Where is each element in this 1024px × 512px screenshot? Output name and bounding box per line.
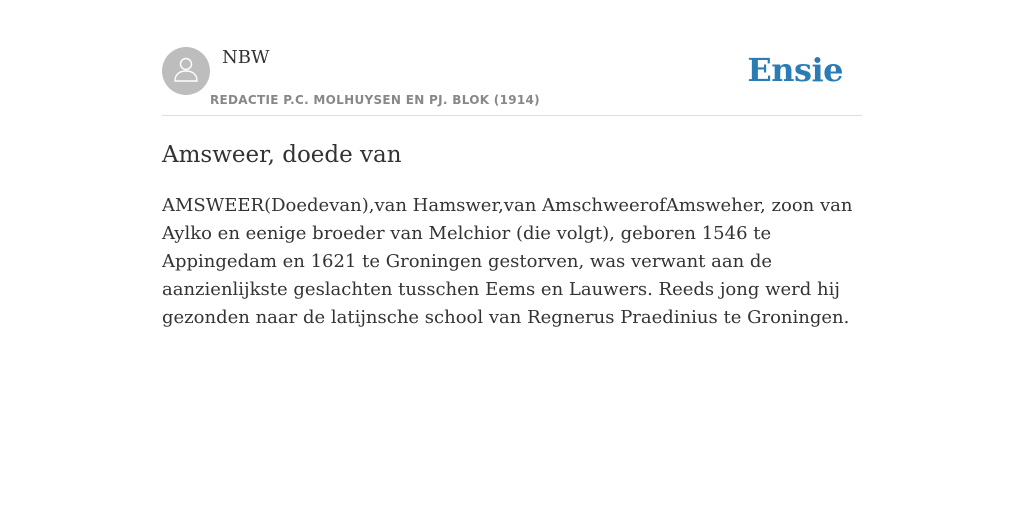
user-icon — [171, 54, 201, 88]
source-subtitle: REDACTIE P.C. MOLHUYSEN EN PJ. BLOK (1914) — [210, 93, 540, 107]
ensie-logo-link[interactable]: Ensie — [747, 51, 843, 89]
article-card — [162, 0, 862, 512]
author-name[interactable]: NBW — [222, 47, 270, 68]
avatar[interactable] — [162, 47, 210, 95]
article-title: Amsweer, doede van — [162, 142, 402, 168]
article-header — [162, 0, 862, 116]
article-body: AMSWEER(Doedevan),van Hamswer,van AmschweerofAmsweher, zoon van Aylko en eenige broeder van Melchior (die volgt), geboren 1546 te Appingedam en 1621 te Groningen gestorven, was verwant aan de aanzienlijkste geslachten tusschen Eems en Lauwers. Reeds jong werd hij gezonden naar de latijnsche school van Regnerus Praedinius te Groningen. — [162, 195, 853, 328]
